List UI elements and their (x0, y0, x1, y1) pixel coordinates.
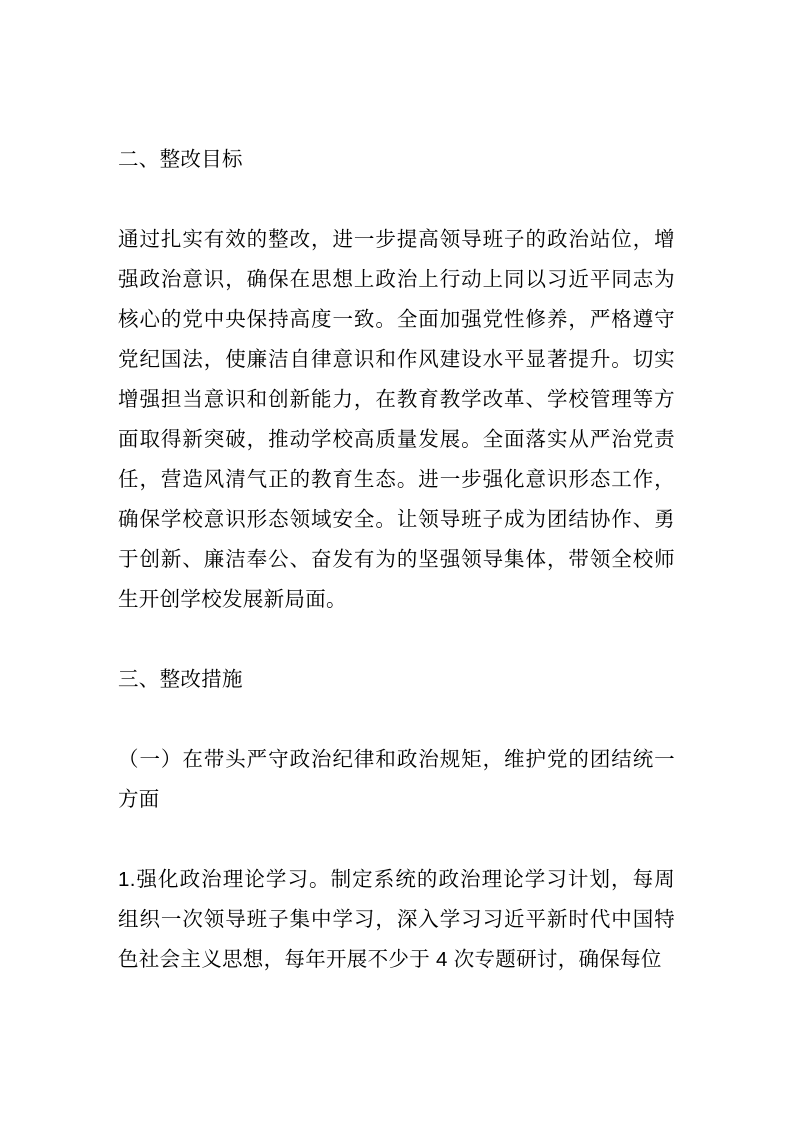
spacer (118, 620, 675, 660)
paragraph-integration-goals: 通过扎实有效的整改，进一步提高领导班子的政治站位，增强政治意识，确保在思想上政治上行动上同以习近平同志为核心的党中央保持高度一致。全面加强党性修养，严格遵守党纪国法，使廉洁自律意识和作风建设水平显著提升。切实增强担当意识和创新能力，在教育教学改革、学校管理等方面取得新突破，推动学校高质量发展。全面落实从严治党责任，营造风清气正的教育生态。进一步强化意识形态工作，确保学校意识形态领域安全。让领导班子成为团结协作、勇于创新、廉洁奉公、奋发有为的坚强领导集体，带领全校师生开创学校发展新局面。 (118, 228, 675, 611)
paragraph-measure-item-1: 1.强化政治理论学习。制定系统的政治理论学习计划，每周组织一次领导班子集中学习，深入学习习近平新时代中国特色社会主义思想，每年开展不少于 4 次专题研讨，确保每位 (118, 868, 675, 971)
spacer (118, 180, 675, 220)
section-heading-integration-measures: 三、整改措施 (118, 668, 243, 691)
spacer (118, 700, 675, 740)
spacer (118, 820, 675, 860)
subsection-heading-political-discipline: （一）在带头严守政治纪律和政治规矩，维护党的团结统一方面 (118, 748, 675, 811)
document-body (118, 140, 675, 980)
section-heading-integration-goals: 二、整改目标 (118, 148, 243, 171)
